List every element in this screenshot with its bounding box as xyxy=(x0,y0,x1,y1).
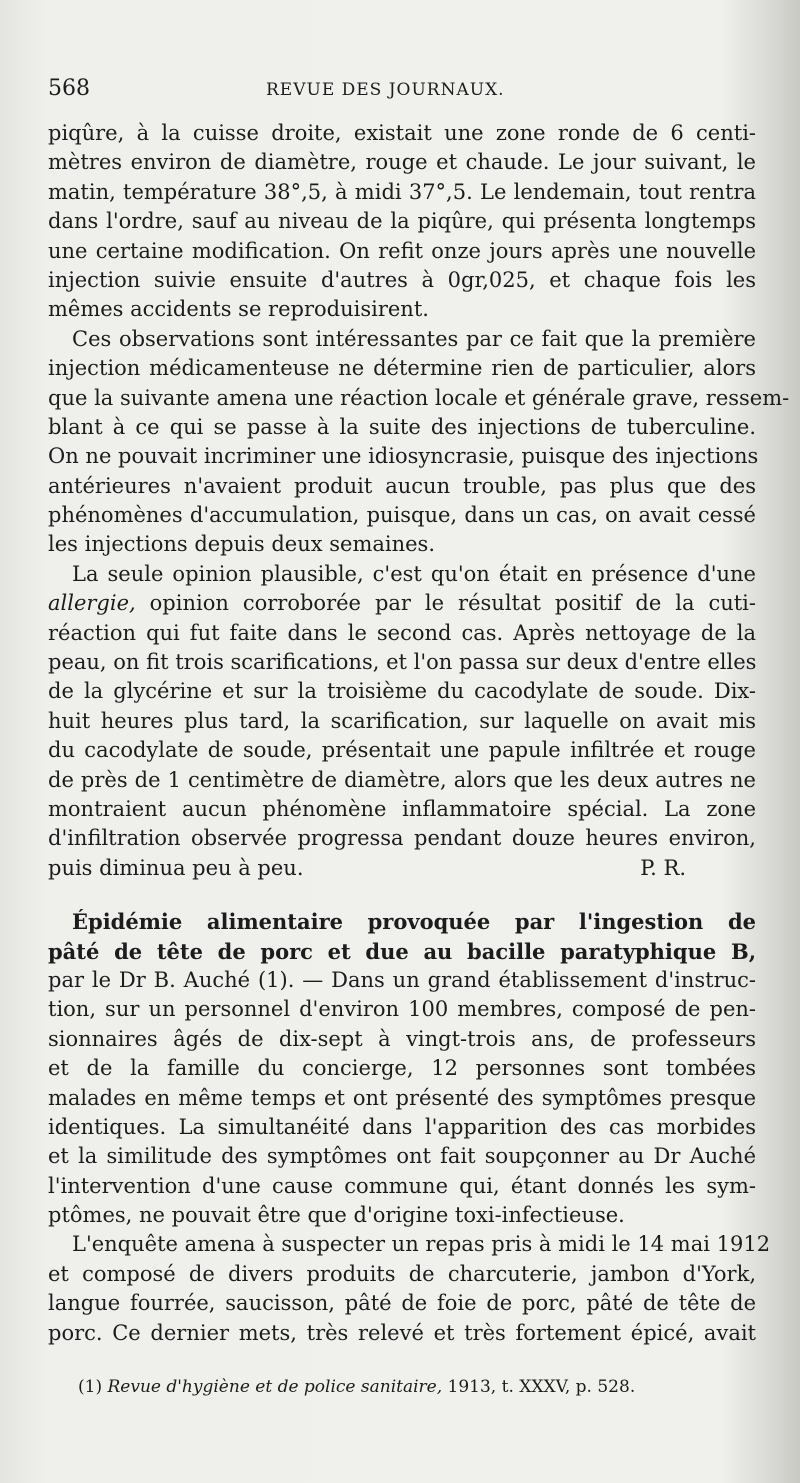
footnote xyxy=(78,1377,758,1397)
text-line xyxy=(48,589,756,618)
text-line: sionnaires âgés de dix-sept à vingt-trois ans, de professeurs xyxy=(48,1026,756,1051)
text-line: huit heures plus tard, la scarification, sur laquelle on avait mis xyxy=(48,708,756,733)
text-line: malades en même temps et ont présenté des symptômes presque xyxy=(48,1085,756,1110)
section-gap xyxy=(48,883,756,907)
footnote-reference: 1913, t. XXXV, p. 528. xyxy=(447,1377,636,1397)
page-number: 568 xyxy=(48,76,90,101)
text-line: réaction qui fut faite dans le second cas. Après nettoyage de la xyxy=(48,620,756,645)
running-title: REVUE DES JOURNAUX. xyxy=(266,80,505,100)
signature-line xyxy=(48,854,756,883)
text-line: de près de 1 centimètre de diamètre, alors que les deux autres ne xyxy=(48,767,756,792)
text-line: ptômes, ne pouvait être que d'origine toxi-infectieuse. xyxy=(48,1203,625,1228)
text-span: opinion corroborée par le résultat positif de la cuti- xyxy=(135,591,756,616)
text-line: et la similitude des symptômes ont fait soupçonner au Dr Auché xyxy=(48,1144,756,1169)
footnote-number: (1) xyxy=(78,1377,103,1397)
text-line: langue fourrée, saucisson, pâté de foie de porc, pâté de tête de xyxy=(48,1291,756,1316)
text-line: injection suivie ensuite d'autres à 0gr,025, et chaque fois les xyxy=(48,267,756,292)
text-line: de la glycérine et sur la troisième du cacodylate de soude. Dix- xyxy=(48,679,756,704)
text-line: identiques. La simultanéité dans l'apparition des cas morbides xyxy=(48,1114,756,1139)
text-line: l'intervention d'une cause commune qui, étant donnés les sym- xyxy=(48,1173,756,1198)
text-span: puis diminua peu à peu. xyxy=(48,855,304,880)
text-line: mètres environ de diamètre, rouge et chaude. Le jour suivant, le xyxy=(48,150,756,175)
text-line: les injections depuis deux semaines. xyxy=(48,532,435,557)
article-title: Épidémie alimentaire provoquée par l'ingestion de xyxy=(72,909,756,935)
text-line: et de la famille du concierge, 12 personnes sont tombées xyxy=(48,1056,756,1081)
text-line: porc. Ce dernier mets, très relevé et très fortement épicé, avait xyxy=(48,1320,756,1345)
text-line: matin, température 38°,5, à midi 37°,5. Le lendemain, tout rentra xyxy=(48,179,756,204)
text-line: une certaine modification. On refit onze jours après une nouvelle xyxy=(48,238,756,263)
text-line: montraient aucun phénomène inflammatoire spécial. La zone xyxy=(48,796,756,821)
text-line: par le Dr B. Auché (1). — Dans un grand établissement d'instruc- xyxy=(48,967,756,992)
page-header xyxy=(48,76,756,104)
text-line: Ces observations sont intéressantes par ce fait que la première xyxy=(72,326,756,351)
text-line: dans l'ordre, sauf au niveau de la piqûre, qui présenta longtemps xyxy=(48,209,756,234)
text-line: et composé de divers produits de charcuterie, jambon d'York, xyxy=(48,1261,756,1286)
text-line: piqûre, à la cuisse droite, existait une zone ronde de 6 centi- xyxy=(48,121,756,145)
text-line: blant à ce qui se passe à la suite des injections de tuberculine. xyxy=(48,414,756,439)
text-line: mêmes accidents se reproduisirent. xyxy=(48,297,429,322)
text-line: peau, on fit trois scarifications, et l'on passa sur deux d'entre elles xyxy=(48,650,757,675)
footnote-journal: Revue d'hygiène et de police sanitaire, xyxy=(107,1377,443,1397)
text-line: La seule opinion plausible, c'est qu'on était en présence d'une xyxy=(72,561,756,586)
text-line: L'enquête amena à suspecter un repas pris à midi le 14 mai 1912 xyxy=(72,1232,771,1257)
text-line: d'infiltration observée progressa pendant douze heures environ, xyxy=(48,826,756,851)
article-title: pâté de tête de porc et due au bacille paratyphique B, xyxy=(48,938,756,964)
text-line: tion, sur un personnel d'environ 100 membres, composé de pen- xyxy=(48,997,756,1022)
text-line: du cacodylate de soude, présentait une papule infiltrée et rouge xyxy=(48,738,756,763)
text-line: que la suivante amena une réaction locale et générale grave, ressem- xyxy=(48,385,790,410)
italic-term: allergie, xyxy=(48,591,136,616)
text-line: injection médicamenteuse ne détermine rien de particulier, alors xyxy=(48,356,756,381)
text-line: antérieures n'avaient produit aucun trouble, pas plus que des xyxy=(48,473,756,498)
text-line: On ne pouvait incriminer une idiosyncrasie, puisque des injections xyxy=(48,444,759,469)
body-text xyxy=(48,119,790,1348)
text-line: phénomènes d'accumulation, puisque, dans un cas, on avait cessé xyxy=(48,503,756,528)
author-initials: P. R. xyxy=(640,855,686,880)
